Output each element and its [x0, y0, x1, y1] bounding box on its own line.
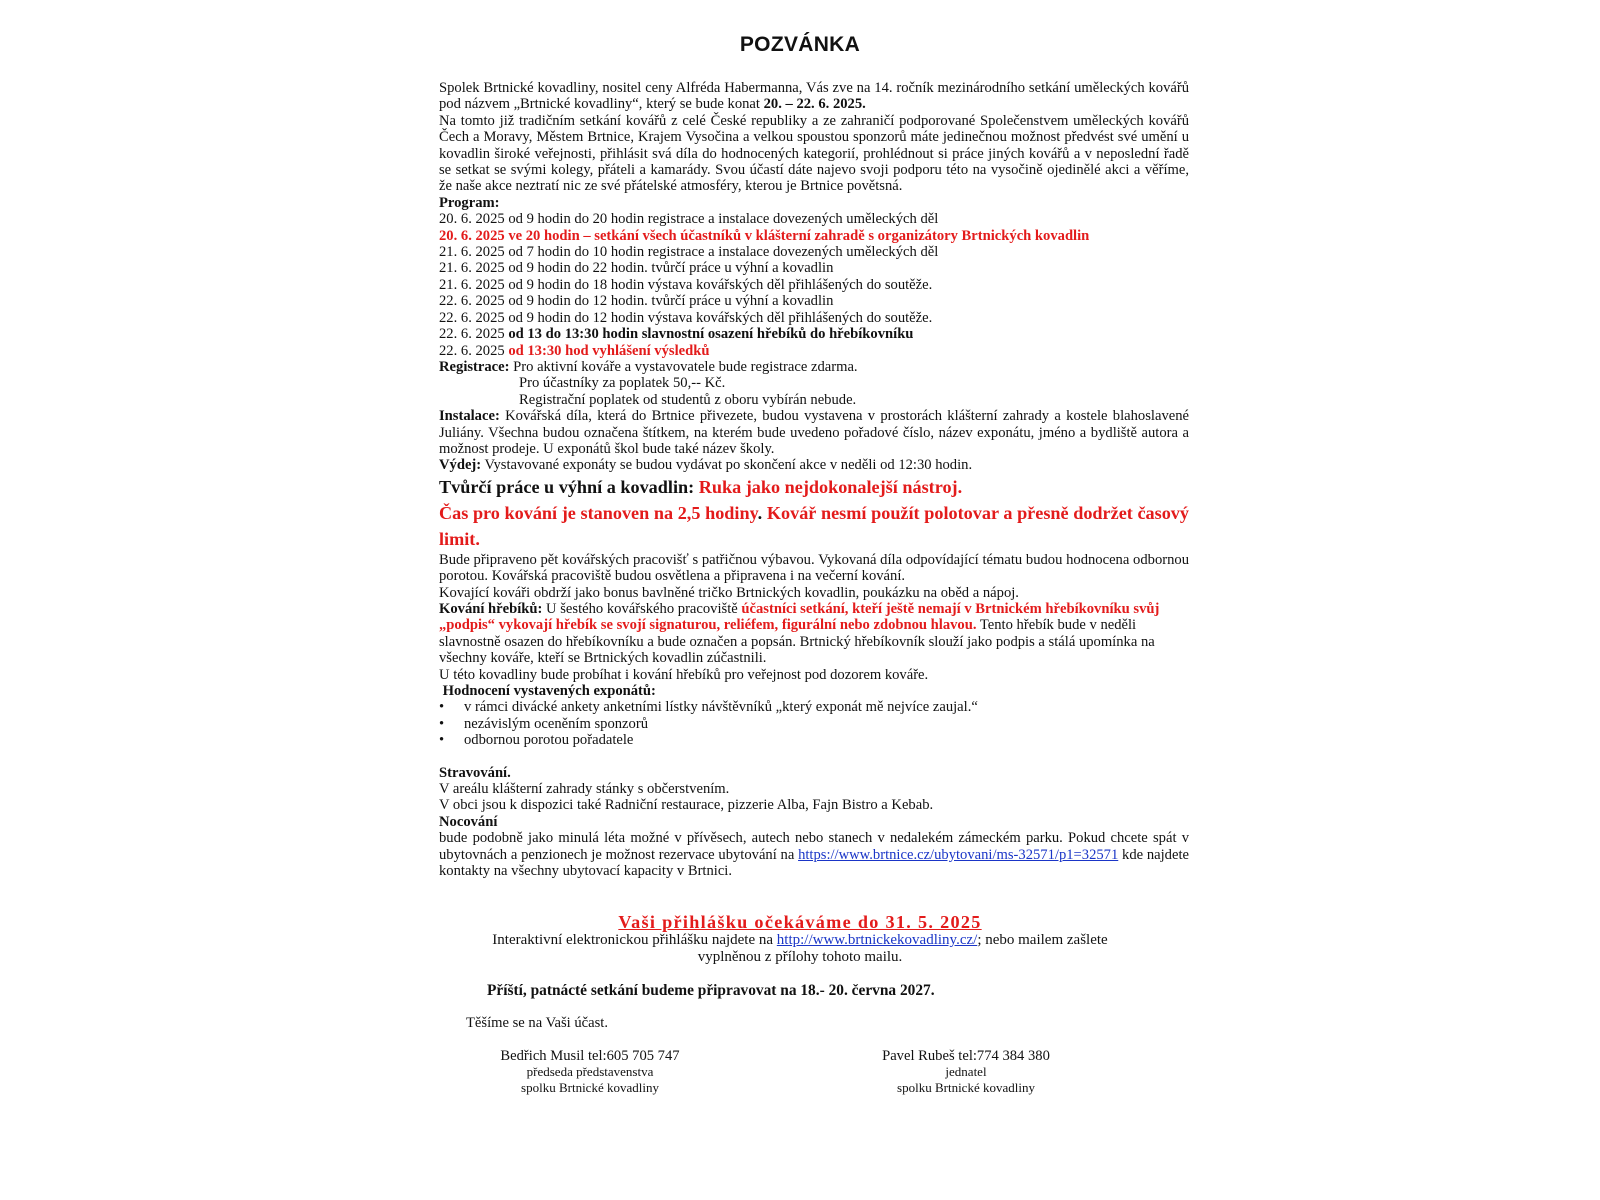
workplaces-paragraph: Bude připraveno pět kovářských pracovišť s patřičnou výbavou. Vykovaná díla odpovídající tématu budou hodnocena odbornou porotou. Kovářská pracoviště budou osvětlena a připravena i na večerní kování.	[439, 551, 1189, 585]
accommodation-text-2: kde najdete kontakty na všechny ubytovací kapacity v Brtnici.	[439, 846, 1189, 880]
signature-name: Pavel Rubeš tel:774 384 380	[882, 1048, 1050, 1064]
nails-text-2: Tento hřebík bude v neděli slavnostně osazen do hřebíkovníku a bude označen a popsán. Brtnický hřebíkovník slouží jako podpis a stálá upomínka na všechny kováře, kteří se Brtnických kovadlin zúčastnili.	[439, 617, 1155, 667]
application-link[interactable]: http://www.brtnickekovadliny.cz/	[776, 932, 978, 948]
time-rule: Čas pro kování je stanoven na 2,5 hodiny	[439, 502, 758, 523]
signature-role: jednatel	[945, 1064, 987, 1079]
next-meeting: Příští, patnácté setkání budeme připravovat na 18.- 20. června 2027.	[487, 982, 935, 999]
accommodation-paragraph	[439, 830, 1189, 879]
program-item: 22. 6. 2025 od 9 hodin do 12 hodin výstava kovářských děl přihlášených do soutěže.	[439, 309, 933, 326]
nails-public: U této kovadliny bude probíhat i kování hřebíků pro veřejnost pod dozorem kováře.	[439, 666, 929, 683]
signature-role: předseda představenstva	[526, 1064, 654, 1079]
nail-ceremony: od 13 do 13:30 hodin slavnostní osazení hřebíků do hřebíkovníku	[508, 326, 914, 343]
event-date: 20. – 22. 6. 2025.	[763, 96, 866, 113]
application-line-2: vyplněnou z přílohy tohoto mailu.	[697, 949, 903, 965]
creative-heading-label: Tvůrčí práce u výhní a kovadlin:	[439, 476, 699, 497]
list-item: • v rámci divácké ankety anketními lístky návštěvníků „který exponát mě nejvíce zaujal.“	[439, 699, 1189, 715]
page-title: POZVÁNKA	[739, 33, 861, 56]
program-item: 22. 6. 2025 od 9 hodin do 12 hodin. tvůrčí práce u výhní a kovadlin	[439, 293, 834, 310]
nails-text: U šestého kovářského pracoviště	[542, 600, 742, 617]
installation-label: Instalace:	[439, 408, 500, 425]
pickup-label: Výdej:	[439, 457, 482, 474]
evaluation-heading: Hodnocení vystavených exponátů:	[439, 683, 656, 699]
food-heading: Stravování.	[439, 764, 511, 781]
signature-name: Bedřich Musil tel:605 705 747	[500, 1048, 680, 1064]
registration-fee: Pro účastníky za poplatek 50,-- Kč.	[519, 375, 726, 392]
application-text-2: ; nebo mailem zašlete	[977, 932, 1108, 948]
program-item: 20. 6. 2025 od 9 hodin do 20 hodin registrace a instalace dovezených uměleckých děl	[439, 211, 939, 228]
pickup-paragraph	[439, 457, 1189, 473]
closing-greeting: Těšíme se na Vaši účast.	[466, 1015, 608, 1031]
accommodation-text: bude podobně jako minulá léta možné v přívěsech, autech nebo stanech v nedalekém zámeckém parku. Pokud chcete spát v ubytovnách a penzionech je možnost rezervace ubytování na	[439, 830, 1189, 863]
creative-rules	[439, 500, 1189, 552]
accommodation-heading: Nocování	[439, 813, 498, 830]
nails-label: Kování hřebíků:	[439, 600, 543, 617]
material-rule: Kovář nesmí použít polotovar a přesně dodržet časový limit.	[439, 502, 1189, 549]
application-text: Interaktivní elektronickou přihlášku najdete na	[492, 932, 777, 948]
registration-label: Registrace:	[439, 358, 510, 375]
accommodation-link[interactable]: https://www.brtnice.cz/ubytovani/ms-32571/p1=32571	[798, 846, 1119, 863]
registration-text: Pro aktivní kováře a vystavovatele bude registrace zdarma.	[509, 358, 858, 375]
program-item: 21. 6. 2025 od 7 hodin do 10 hodin registrace a instalace dovezených uměleckých děl	[439, 244, 939, 261]
signature-chairman	[490, 1048, 690, 1096]
program-heading: Program:	[439, 194, 500, 211]
program-item: 21. 6. 2025 od 9 hodin do 22 hodin. tvůrčí práce u výhní a kovadlin	[439, 260, 834, 277]
results-announcement: od 13:30 hod vyhlášení výsledků	[508, 342, 710, 359]
signature-org: spolku Brtnické kovadliny	[897, 1080, 1035, 1095]
program-date: 22. 6. 2025	[439, 342, 509, 359]
application-deadline: Vaši přihlášku očekáváme do 31. 5. 2025	[618, 912, 982, 932]
evaluation-list	[439, 699, 1189, 748]
creative-heading	[439, 474, 1189, 500]
list-item: • odbornou porotou pořadatele	[439, 732, 1189, 748]
program-item-highlight: 20. 6. 2025 ve 20 hodin – setkání všech účastníků v klášterní zahradě s organizátory Brtnických kovadlin	[439, 227, 1090, 244]
application-line-1	[0, 932, 1600, 949]
workplaces-bonus: Kovající kováři obdrží jako bonus bavlněné tričko Brtnických kovadlin, poukázku na oběd a nápoj.	[439, 584, 1019, 601]
signature-org: spolku Brtnické kovadliny	[521, 1080, 659, 1095]
creative-theme: Ruka jako nejdokonalejší nástroj.	[698, 476, 963, 497]
registration-students: Registrační poplatek od studentů z oboru vybírán nebude.	[519, 391, 857, 408]
intro-paragraph	[439, 80, 1189, 113]
installation-paragraph	[439, 408, 1189, 457]
program-item	[439, 326, 1189, 342]
list-item: • nezávislým oceněním sponzorů	[439, 716, 1189, 732]
program-item	[439, 343, 1189, 359]
nails-paragraph	[439, 601, 1189, 667]
program-date: 22. 6. 2025	[439, 326, 509, 343]
registration-line	[439, 359, 1189, 375]
program-item: 21. 6. 2025 od 9 hodin do 18 hodin výstava kovářských děl přihlášených do soutěže.	[439, 276, 933, 293]
food-line: V areálu klášterní zahrady stánky s občerstvením.	[439, 781, 730, 798]
signature-executive	[866, 1048, 1066, 1096]
pickup-text: Vystavované exponáty se budou vydávat po skončení akce v neděli od 12:30 hodin.	[481, 457, 973, 474]
time-rule-dot: .	[757, 502, 767, 523]
installation-text: Kovářská díla, která do Brtnice přivezete, budou vystavena v prostorách klášterní zahrady a kostele blahoslavené Juliány. Všechna budou označena štítkem, na kterém bude uvedeno pořadové číslo, název exponátu, jméno a bydliště autora a možnost prodeje. U exponátů škol bude také název školy.	[439, 408, 1189, 457]
intro-text: Spolek Brtnické kovadliny, nositel ceny Alfréda Habermanna, Vás zve na 14. ročník mezinárodního setkání uměleckých kovářů pod názvem „Brtnické kovadliny“, který se bude konat	[439, 80, 1189, 113]
intro-paragraph-2: Na tomto již tradičním setkání kovářů z celé České republiky a ze zahraničí podporované Společenstvem uměleckých kovářů Čech a Moravy, Městem Brtnice, Krajem Vysočina a velkou spoustou sponzorů máte jedinečnou možnost předvést své umění u kovadlin široké veřejnosti, přihlásit svá díla do hodnocených kategorií, prohlédnout si práce jiných kovářů a v neposlední řadě se setkat se svými kolegy, přáteli a kamarády. Svou účastí dáte najevo svoji podporu této na vysočině ojedinělé akci a věříme, že naše akce neztratí nic ze své přátelské atmosféry, kterou je Brtnice povětsná.	[439, 112, 1189, 195]
main-column	[439, 80, 1189, 879]
nails-highlight: účastníci setkání, kteří ještě nemají v Brtnickém hřebíkovníku svůj „podpis“ vykovají hřebík se svojí signaturou, reliéfem, figurální nebo zdobnou hlavou.	[439, 600, 1160, 634]
food-line: V obci jsou k dispozici také Radniční restaurace, pizzerie Alba, Fajn Bistro a Kebab.	[439, 797, 934, 814]
application-info	[0, 932, 1600, 966]
